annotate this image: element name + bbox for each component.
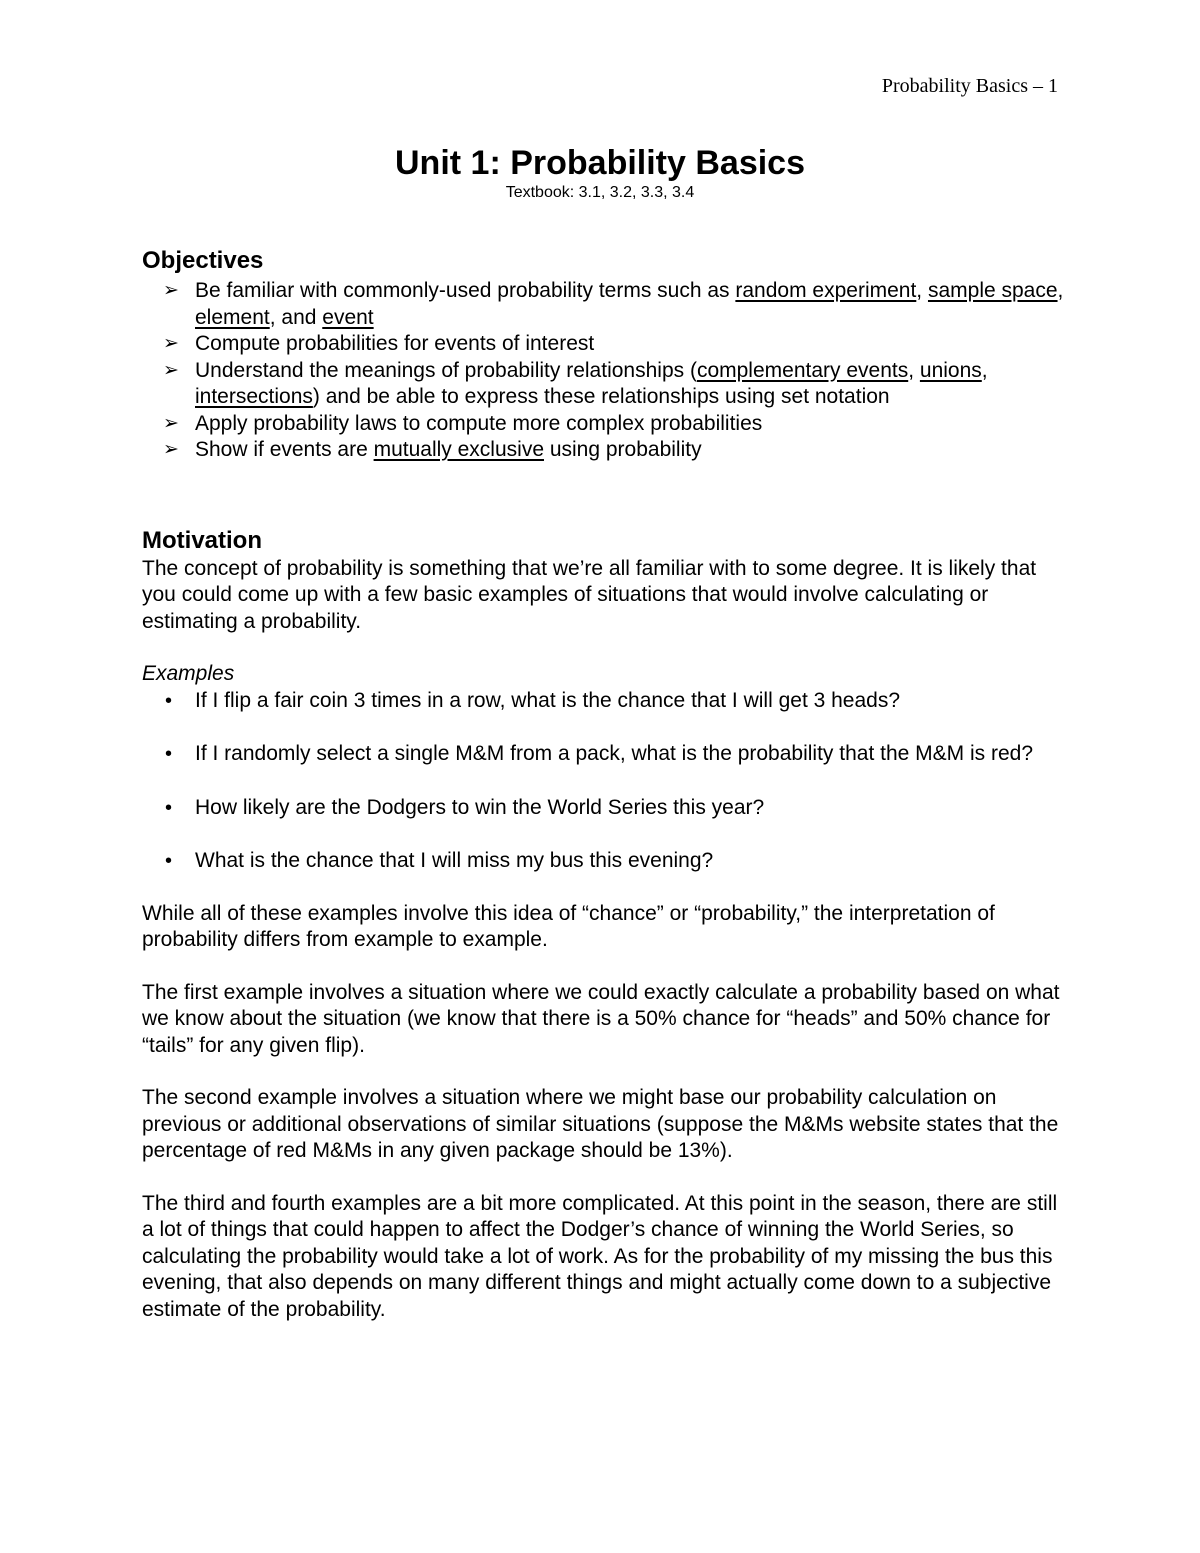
example-item: [142, 795, 1072, 822]
third-fourth-example-paragraph: The third and fourth examples are a bit more complicated. At this point in the season, there are still a lot of things that could happen to affect the Dodger’s chance of winning the World Series, so calculating the probability would take a lot of work. As for the probability of my missing the bus this evening, that also depends on many different things and might actually come down to a subjective estimate of the probability.: [142, 1191, 1058, 1321]
objective-text: Compute probabilities for events of interest: [195, 332, 595, 355]
objective-text: , and: [269, 305, 323, 329]
objective-text: ) and be able to express these relationships using set notation: [312, 385, 890, 408]
objective-text: Show if events are: [195, 438, 374, 461]
motivation-intro: The concept of probability is something that we’re all familiar with to some degree. It is likely that you could come up with a few basic examples of situations that would involve calculating or estimating a probability.: [142, 556, 1037, 633]
term-event: event: [322, 305, 374, 329]
term-unions: unions: [919, 358, 982, 382]
term-complementary-events: complementary events: [696, 358, 909, 382]
objective-item: [142, 331, 1072, 358]
objective-item: [142, 358, 1072, 411]
objective-item: [142, 411, 1072, 438]
objective-text: ,: [981, 358, 988, 382]
bullet-dot-icon: •: [165, 743, 173, 765]
example-text: If I flip a fair coin 3 times in a row, what is the chance that I will get 3 heads?: [195, 688, 901, 712]
page-title: Unit 1: Probability Basics: [395, 144, 805, 182]
title-block: [0, 144, 1200, 204]
bullet-dot-icon: •: [165, 850, 173, 872]
term-element: element: [195, 305, 270, 329]
example-text: What is the chance that I will miss my bus this evening?: [195, 849, 714, 872]
term-intersections: intersections: [195, 385, 313, 408]
objective-text: using probability: [544, 438, 702, 461]
running-head: Probability Basics – 1: [881, 75, 1058, 97]
example-text: How likely are the Dodgers to win the World Series this year?: [195, 795, 765, 819]
objective-text: Be familiar with commonly-used probability terms such as: [195, 279, 736, 302]
arrow-bullet-icon: ➢: [163, 439, 179, 460]
objectives-section: [142, 246, 1072, 464]
motivation-heading: Motivation: [142, 526, 262, 554]
objectives-heading: Objectives: [142, 247, 264, 274]
example-text: If I randomly select a single M&M from a pack, what is the probability that the M&M is red?: [195, 742, 1034, 765]
objective-text: ,: [1057, 279, 1064, 302]
examples-label: Examples: [142, 662, 235, 685]
bullet-dot-icon: •: [165, 689, 173, 712]
examples-list: [142, 688, 1072, 875]
term-random-experiment: random experiment: [735, 279, 917, 302]
arrow-bullet-icon: ➢: [163, 280, 179, 301]
arrow-bullet-icon: ➢: [163, 412, 179, 434]
motivation-section: [142, 526, 1072, 1324]
example-item: [142, 688, 1072, 715]
term-mutually-exclusive: mutually exclusive: [373, 438, 544, 461]
objectives-list: [142, 278, 1072, 464]
objective-text: Understand the meanings of probability relationships (: [195, 358, 697, 382]
textbook-reference: Textbook: 3.1, 3.2, 3.3, 3.4: [505, 184, 695, 201]
arrow-bullet-icon: ➢: [163, 333, 179, 354]
example-item: [142, 848, 1072, 875]
example-item: [142, 741, 1072, 768]
arrow-bullet-icon: ➢: [163, 359, 179, 381]
term-sample-space: sample space: [927, 279, 1058, 302]
objective-text: ,: [916, 279, 928, 302]
interpretation-paragraph: While all of these examples involve this idea of “chance” or “probability,” the interpretation of probability differs from example to example.: [142, 901, 995, 951]
bullet-dot-icon: •: [165, 796, 173, 819]
objective-item: [142, 437, 1072, 464]
objective-item: [142, 278, 1072, 331]
document-body: [142, 246, 1072, 1323]
objective-text: ,: [908, 358, 920, 382]
objective-text: Apply probability laws to compute more complex probabilities: [195, 411, 763, 435]
second-example-paragraph: The second example involves a situation where we might base our probability calculation on previous or additional observations of similar situations (suppose the M&Ms website states that the percentage of red M&Ms in any given package should be 13%).: [142, 1086, 1059, 1162]
first-example-paragraph: The first example involves a situation where we could exactly calculate a probability based on what we know about the situation (we know that there is a 50% chance for “heads” and 50% chance for “tails” for any given flip).: [142, 980, 1060, 1057]
